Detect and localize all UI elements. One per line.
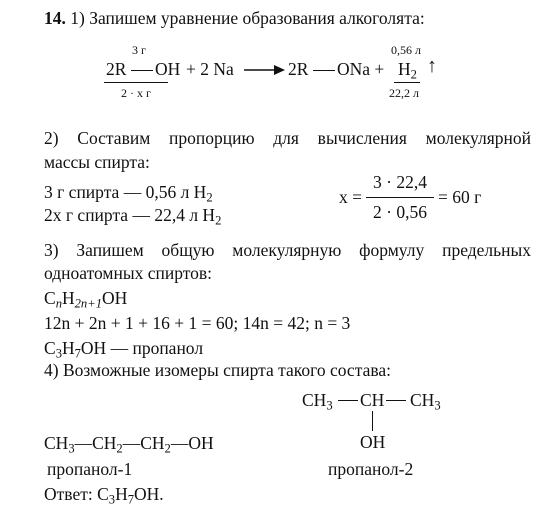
step2-line2: массы спирта: <box>44 152 150 172</box>
eq-h2 <box>398 61 417 81</box>
eq-below-h2: 22,2 л <box>389 86 419 100</box>
eq-below-left: 2 · x г <box>121 86 151 100</box>
eq-h-sub: 2 <box>410 67 417 82</box>
eq-2r-right: 2R <box>288 59 309 79</box>
pf-rest: OH — пропанол <box>80 338 204 358</box>
answer-h: H <box>115 484 128 504</box>
proportion-row1-sub: 2 <box>206 190 213 205</box>
p2-oh: OH <box>360 432 386 452</box>
proportion-row2-sub: 2 <box>215 213 222 228</box>
step3-line2: одноатомных спиртов: <box>44 263 213 283</box>
propanol-2-name: пропанол-2 <box>328 459 414 479</box>
eq-h: H <box>398 59 411 79</box>
proportion-row1 <box>44 184 213 204</box>
fraction-numerator: 3 · 22,4 <box>373 172 427 192</box>
p2-bond-right <box>386 400 406 401</box>
answer-line <box>44 486 164 506</box>
eq-ona: ONa + <box>337 59 385 79</box>
gf-sub: 2n+1 <box>74 296 103 311</box>
answer-sub7: 7 <box>127 492 135 507</box>
fraction-bar <box>366 197 434 198</box>
eq-above-h2: 0,56 л <box>391 43 421 57</box>
eq-2r-left: 2R <box>106 59 127 79</box>
p2-ch3-left: $CH_3$ <box>302 390 333 413</box>
pf-c: C <box>44 338 56 358</box>
reaction-arrow-icon <box>243 62 287 78</box>
pf-h: H <box>61 338 75 358</box>
answer-prefix: Ответ: C <box>44 484 109 504</box>
step2-line1: 2) Составим пропорцию для вычисления молекулярной <box>44 128 531 148</box>
eq-above-left: 3 г <box>132 43 146 57</box>
general-formula <box>44 290 127 310</box>
eq-plus-na: + 2 Na <box>186 59 234 79</box>
eq-oh: OH <box>155 59 181 79</box>
p2-ch: CH <box>360 390 385 410</box>
step3-line1: 3) Запишем общую молекулярную формулу предельных <box>44 240 531 260</box>
gas-arrow-icon: ↑ <box>427 55 437 77</box>
x-equals: x = <box>339 187 362 207</box>
propanol-1-formula: $CH_3—CH_2—CH_2—OH$ <box>44 433 214 456</box>
fraction-denominator: 2 · 0,56 <box>373 202 427 222</box>
step1-text: 1) Запишем уравнение образования алкоголята: <box>70 8 425 28</box>
pf-7: 7 <box>74 346 81 361</box>
gf-n: n <box>55 296 62 311</box>
bond-line <box>131 70 153 71</box>
gf-oh: OH <box>102 288 128 308</box>
gf-h: H <box>61 288 75 308</box>
bond-line-right <box>313 70 335 71</box>
molar-mass-calc: 12n + 2n + 1 + 16 + 1 = 60; 14n = 42; n = 3 <box>44 313 351 333</box>
underline-left <box>104 82 168 83</box>
pf-3: 3 <box>55 346 62 361</box>
proportion-row2-text: 2x г спирта — 22,4 л H <box>44 205 216 225</box>
propanol-formula <box>44 340 203 360</box>
x-result: = 60 г <box>438 187 482 207</box>
p2-bond-left <box>338 400 358 401</box>
problem-heading <box>44 10 425 28</box>
p2-bond-vertical <box>372 411 373 431</box>
problem-number: 14. <box>44 8 66 28</box>
underline-h2 <box>394 82 420 83</box>
step4-text: 4) Возможные изомеры спирта такого состава: <box>44 360 391 380</box>
proportion-row2 <box>44 207 221 227</box>
answer-oh: OH. <box>134 484 164 504</box>
answer-sub3: 3 <box>108 492 116 507</box>
propanol-1-name: пропанол-1 <box>47 459 133 479</box>
proportion-row1-text: 3 г спирта — 0,56 л H <box>44 182 207 202</box>
gf-c: C <box>44 288 56 308</box>
p2-ch3-right: $CH_3$ <box>410 390 441 413</box>
